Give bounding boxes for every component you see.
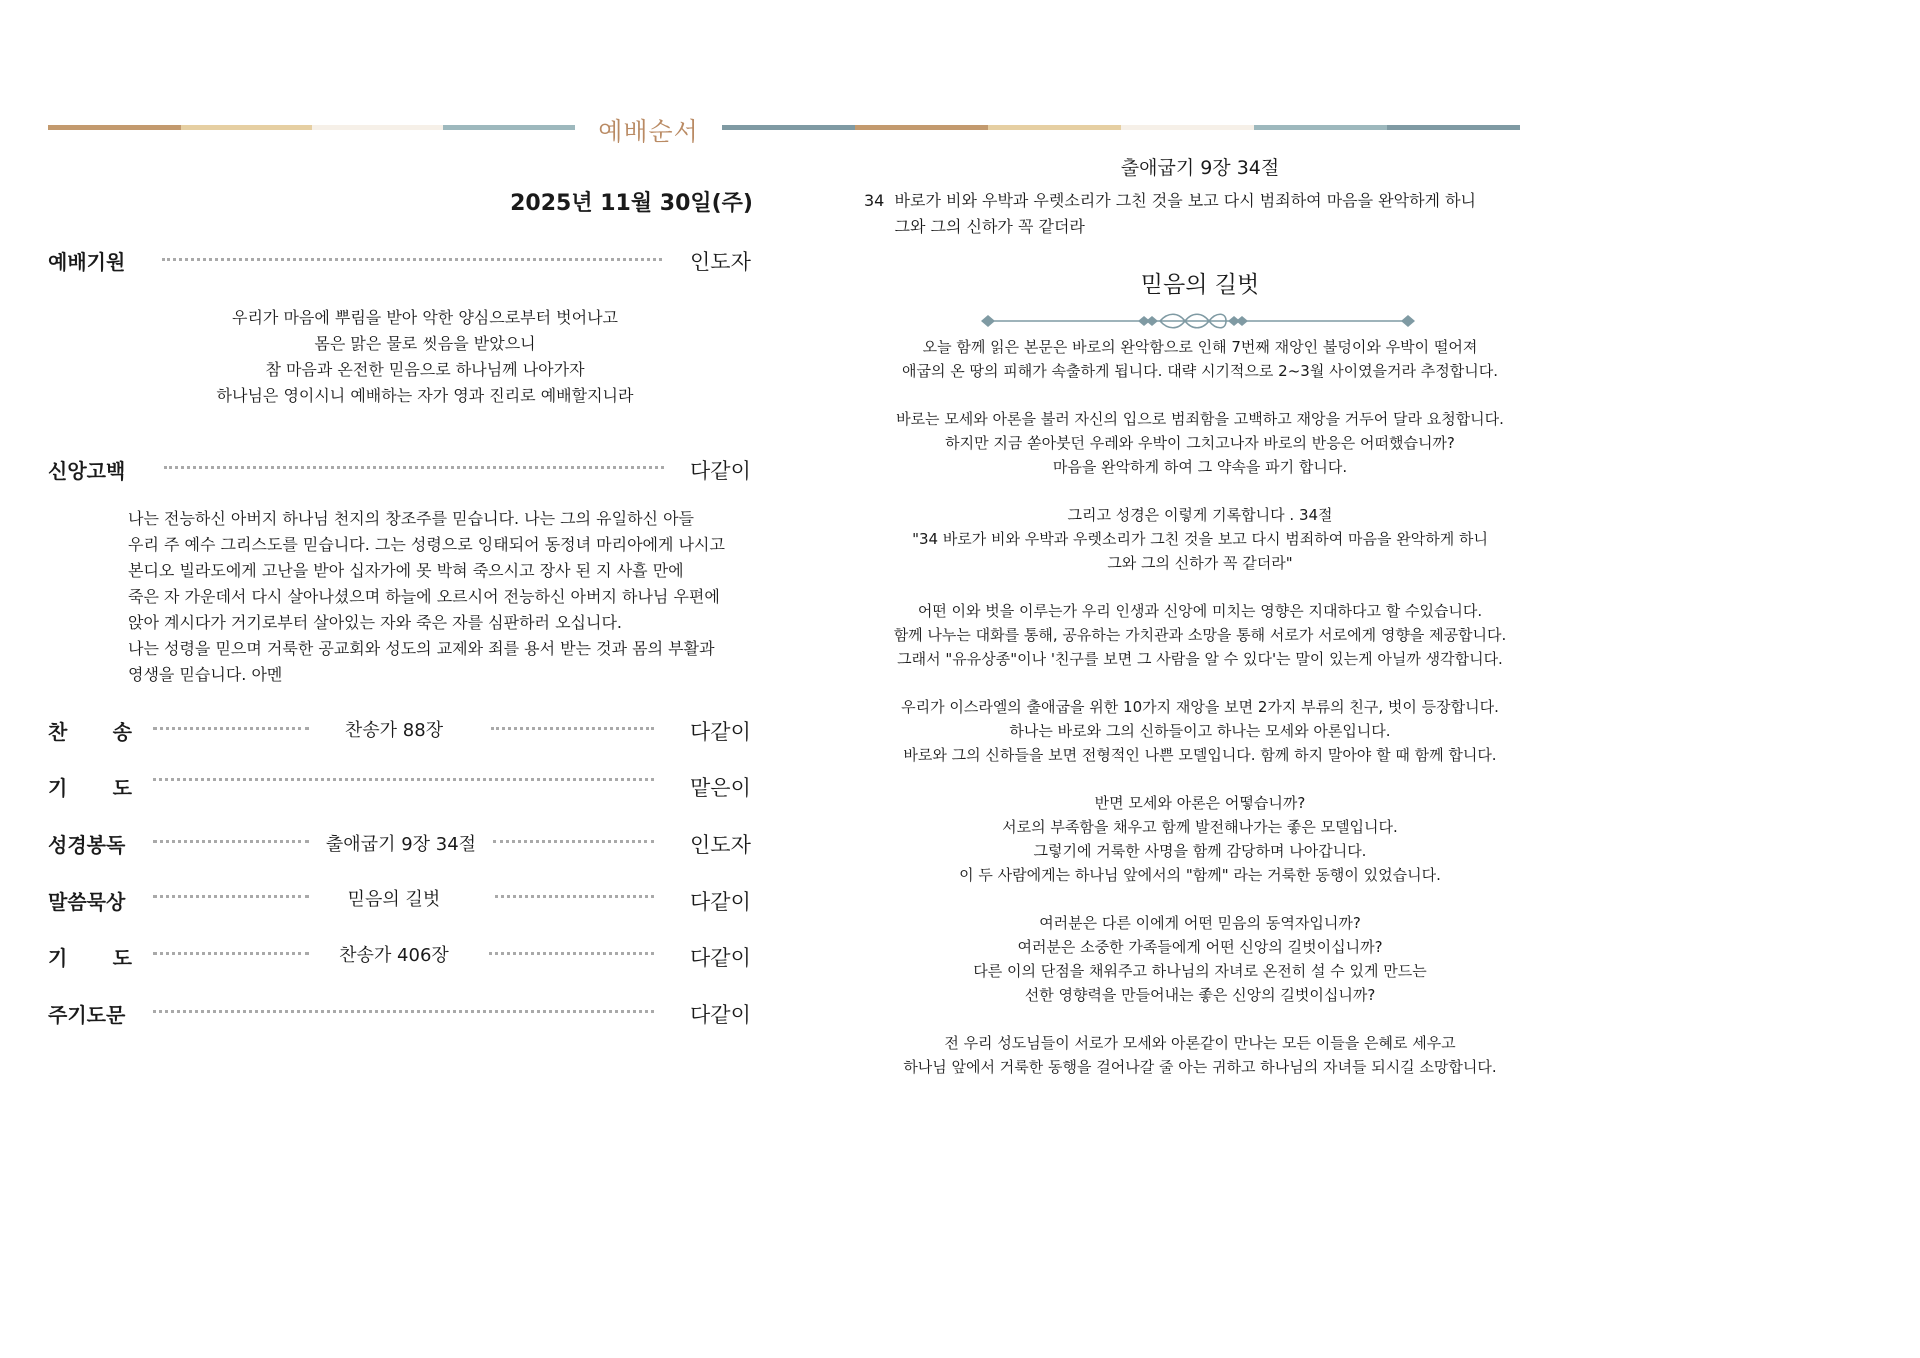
- order-leader-invocation: 인도자: [690, 250, 751, 274]
- sermon-line: 반면 모세와 아론은 어떻습니까?: [1094, 794, 1306, 812]
- sermon-line: 하지만 지금 쏟아붓던 우레와 우박이 그치고나자 바로의 반응은 어떠했습니까?: [945, 434, 1455, 452]
- scripture-verse-line: 34 바로가 비와 우박과 우렛소리가 그친 것을 보고 다시 범죄하여 마음을 완악하게 하니: [864, 191, 1476, 210]
- creed-line: 영생을 믿습니다. 아멘: [128, 665, 283, 684]
- ornament-divider: [980, 310, 1420, 332]
- sermon-line: 서로의 부족함을 채우고 함께 발전해나가는 좋은 모델입니다.: [1002, 818, 1398, 836]
- sermon-line: 여러분은 소중한 가족들에게 어떤 신앙의 길벗이십니까?: [1017, 938, 1383, 956]
- sermon-line: 전 우리 성도님들이 서로가 모세와 아론같이 만나는 모든 이들을 은혜로 세우고: [944, 1034, 1456, 1052]
- order-leader-closing-prayer: 다같이: [690, 946, 751, 970]
- sermon-line: 선한 영향력을 만들어내는 좋은 신앙의 길벗이십니까?: [1024, 986, 1376, 1004]
- sermon-line: 이 두 사람에게는 하나님 앞에서의 "함께" 라는 거룩한 동행이 있었습니다.: [959, 866, 1441, 884]
- order-leader-hymn: 다같이: [690, 720, 751, 744]
- order-label-hymn: [48, 716, 132, 745]
- header-bar-segment: [1254, 125, 1387, 130]
- order-leader-lords-prayer: 다같이: [690, 1003, 751, 1027]
- invocation-line: 참 마음과 온전한 믿음으로 하나님께 나아가자: [265, 360, 585, 379]
- creed-line: 죽은 자 가운데서 다시 살아나셨으며 하늘에 오르시어 전능하신 아버지 하나님 우편에: [128, 587, 720, 606]
- invocation-line: 몸은 맑은 물로 씻음을 받았으니: [314, 334, 536, 353]
- sermon-line: "34 바로가 비와 우박과 우렛소리가 그친 것을 보고 다시 범죄하여 마음을 완악하게 하니: [912, 530, 1488, 548]
- order-leader-scripture: 인도자: [690, 833, 751, 857]
- scripture-verse: [864, 188, 1476, 240]
- creed-line: 우리 주 예수 그리스도를 믿습니다. 그는 성령으로 잉태되어 동정녀 마리아에게 나시고: [128, 535, 725, 554]
- order-label-prayer: [48, 772, 132, 801]
- dotted-leader: [489, 952, 654, 955]
- order-label-char: 기: [48, 776, 68, 800]
- order-item-sermon: 믿음의 길벗: [347, 889, 441, 910]
- sermon-body: [870, 335, 1530, 1079]
- sermon-title: 믿음의 길벗: [1140, 272, 1260, 298]
- dotted-leader: [153, 778, 654, 781]
- sermon-line: 그리고 성경은 이렇게 기록합니다 . 34절: [1067, 506, 1333, 524]
- header-bar-segment: [722, 125, 855, 130]
- dotted-leader: [495, 895, 654, 898]
- creed-line: 앉아 계시다가 거기로부터 살아있는 자와 죽은 자를 심판하러 오십니다.: [128, 613, 622, 632]
- order-label-scripture: 성경봉독: [48, 833, 126, 857]
- order-label-char: 도: [112, 946, 132, 970]
- sermon-line: 바로는 모세와 아론을 불러 자신의 입으로 범죄함을 고백하고 재앙을 거두어 달라 요청합니다.: [896, 410, 1504, 428]
- sermon-line: 마음을 완악하게 하여 그 약속을 파기 합니다.: [1052, 458, 1348, 476]
- creed-line: 나는 전능하신 아버지 하나님 천지의 창조주를 믿습니다. 나는 그의 유일하신 아들: [128, 509, 694, 528]
- dotted-leader: [153, 840, 309, 843]
- dotted-leader: [491, 727, 654, 730]
- sermon-line: 오늘 함께 읽은 본문은 바로의 완악함으로 인해 7번째 재앙인 불덩이와 우박이 떨어져: [922, 338, 1478, 356]
- header-bar-segment: [1121, 125, 1254, 130]
- header-bar-segment: [48, 125, 181, 130]
- order-item-hymn: 찬송가 88장: [344, 720, 444, 741]
- page-title: 예배순서: [598, 117, 699, 146]
- order-label-closing-prayer: [48, 942, 132, 971]
- header-bar-segment: [855, 125, 988, 130]
- sermon-line: 그래서 "유유상종"이나 '친구를 보면 그 사람을 알 수 있다'는 말이 있는게 아닐까 생각합니다.: [897, 650, 1503, 668]
- invocation-line: 우리가 마음에 뿌림을 받아 악한 양심으로부터 벗어나고: [231, 308, 618, 327]
- apostles-creed-text: [128, 506, 748, 688]
- sermon-line: 그와 그의 신하가 꼭 같더라": [1107, 554, 1293, 572]
- scripture-reference: 출애굽기 9장 34절: [1120, 157, 1280, 179]
- order-label-creed: 신앙고백: [48, 459, 126, 483]
- order-leader-prayer: 맡은이: [690, 776, 751, 800]
- header-bar-segment: [312, 125, 443, 130]
- scripture-verse-line: 그와 그의 신하가 꼭 같더라: [864, 217, 1085, 236]
- order-item-scripture: 출애굽기 9장 34절: [325, 834, 477, 855]
- invocation-text: [160, 305, 690, 409]
- order-label-sermon: 말씀묵상: [48, 890, 126, 914]
- header-bar-segment: [988, 125, 1121, 130]
- creed-line: 나는 성령을 믿으며 거룩한 공교회와 성도의 교제와 죄를 용서 받는 것과 몸의 부활과: [128, 639, 715, 658]
- sermon-line: 우리가 이스라엘의 출애굽을 위한 10가지 재앙을 보면 2가지 부류의 친구, 벗이 등장합니다.: [901, 698, 1499, 716]
- header-bar-segment: [181, 125, 312, 130]
- sermon-line: 하나는 바로와 그의 신하들이고 하나는 모세와 아론입니다.: [1009, 722, 1391, 740]
- sermon-line: 여러분은 다른 이에게 어떤 믿음의 동역자입니까?: [1039, 914, 1361, 932]
- order-leader-sermon: 다같이: [690, 890, 751, 914]
- sermon-line: 어떤 이와 벗을 이루는가 우리 인생과 신앙에 미치는 영향은 지대하다고 할 수있습니다.: [917, 602, 1483, 620]
- sermon-line: 하나님 앞에서 거룩한 동행을 걸어나갈 줄 아는 귀하고 하나님의 자녀들 되시길 소망합니다.: [903, 1058, 1497, 1076]
- creed-line: 본디오 빌라도에게 고난을 받아 십자가에 못 박혀 죽으시고 장사 된 지 사흘 만에: [128, 561, 684, 580]
- dotted-leader: [493, 840, 654, 843]
- worship-date: 2025년 11월 30일(주): [510, 191, 753, 216]
- order-label-char: 찬: [48, 720, 68, 744]
- order-item-closing-hymn: 찬송가 406장: [339, 945, 449, 966]
- dotted-leader: [162, 258, 662, 261]
- order-label-char: 기: [48, 946, 68, 970]
- dotted-leader: [153, 952, 309, 955]
- header-bar-segment: [443, 125, 575, 130]
- dotted-leader: [153, 727, 309, 730]
- sermon-line: 그렇기에 거룩한 사명을 함께 감당하며 나아갑니다.: [1033, 842, 1367, 860]
- sermon-line: 애굽의 온 땅의 피해가 속출하게 됩니다. 대략 시기적으로 2~3월 사이였을거라 추정합니다.: [901, 362, 1499, 380]
- dotted-leader: [164, 466, 664, 469]
- sermon-line: 다른 이의 단점을 채워주고 하나님의 자녀로 온전히 설 수 있게 만드는: [973, 962, 1427, 980]
- dotted-leader: [153, 895, 309, 898]
- order-label-char: 도: [112, 776, 132, 800]
- order-label-invocation: 예배기원: [48, 250, 126, 274]
- order-leader-creed: 다같이: [690, 459, 751, 483]
- sermon-line: 바로와 그의 신하들을 보면 전형적인 나쁜 모델입니다. 함께 하지 말아야 할 때 함께 합니다.: [903, 746, 1497, 764]
- header-bar-segment: [1387, 125, 1520, 130]
- invocation-line: 하나님은 영이시니 예배하는 자가 영과 진리로 예배할지니라: [216, 386, 634, 405]
- order-label-lords-prayer: 주기도문: [48, 1003, 126, 1027]
- order-label-char: 송: [112, 720, 132, 744]
- sermon-line: 함께 나누는 대화를 통해, 공유하는 가치관과 소망을 통해 서로가 서로에게 영향을 제공합니다.: [893, 626, 1507, 644]
- dotted-leader: [153, 1010, 654, 1013]
